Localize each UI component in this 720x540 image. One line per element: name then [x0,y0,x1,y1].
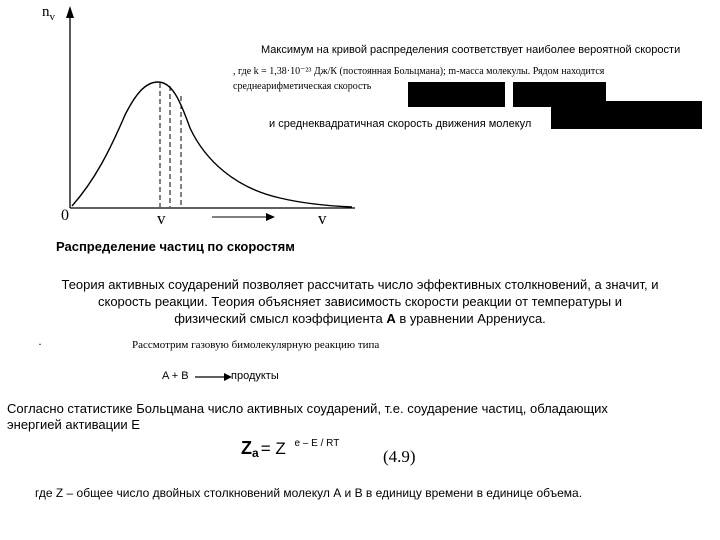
paragraph-1-line-3a: физический смысл коэффициента [174,311,383,326]
paragraph-1-line-1: Теория активных соударений позволяет рассчитать число эффективных столкновений, а значит, и [61,277,659,292]
formula-exponent: e – E / RT [294,438,340,449]
reaction-products: продукты [231,370,279,382]
notes-line-2: , где k = 1,38·10⁻²³ Дж/К (постоянная Больцмана); m-масса молекулы. Рядом находится [233,66,605,77]
formula-z-active-sub: a [252,446,259,460]
formula-rhs: = Z [260,439,286,458]
formula-number: (4.9) [383,447,416,466]
velocity-label-end: v [318,209,327,228]
notes-line-3: среднеарифметическая скорость [233,81,372,92]
arrhenius-coefficient: А [386,311,396,326]
reaction-reactants: A + B [162,370,189,382]
origin-label: 0 [61,207,69,224]
velocity-arrow-head [266,213,275,221]
paragraph-2-line-2: энергией активации Е [7,417,140,432]
formula-z-active: Z [241,438,252,458]
y-axis-arrow [66,6,74,18]
paragraph-2 [7,401,717,433]
y-axis-label-main: n [42,4,50,20]
velocity-label-mid: v [157,209,166,228]
notes-line-1: Максимум на кривой распределения соответствует наиболее вероятной скорости [261,44,681,56]
bullet-dot: · [38,337,42,351]
redacted-formula-3 [551,101,702,129]
paragraph-1 [0,276,720,327]
paragraph-1-line-2: скорость реакции. Теория объясняет зависимость скорости реакции от температуры и [97,294,622,309]
paragraph-2-line-1: Согласно статистике Больцмана число активных соударений, т.е. соударение частиц, обладающих [7,401,608,416]
y-axis-label [42,4,55,21]
paragraph-1-line-3 [0,310,720,327]
redacted-formula-1 [408,82,505,107]
formula [241,438,339,459]
paragraph-1-line-3b: в уравнении Аррениуса. [399,311,546,326]
distribution-curve [72,82,352,207]
graph-caption: Распределение частиц по скоростям [56,239,295,254]
footer-text: где Z – общее число двойных столкновений молекул А и В в единицу времени в единице объема. [35,486,583,500]
y-axis-label-sub: v [49,11,55,23]
reaction-intro: Рассмотрим газовую бимолекулярную реакцию типа [132,339,380,351]
notes-line-4: и среднеквадратичная скорость движения молекул [269,118,532,130]
